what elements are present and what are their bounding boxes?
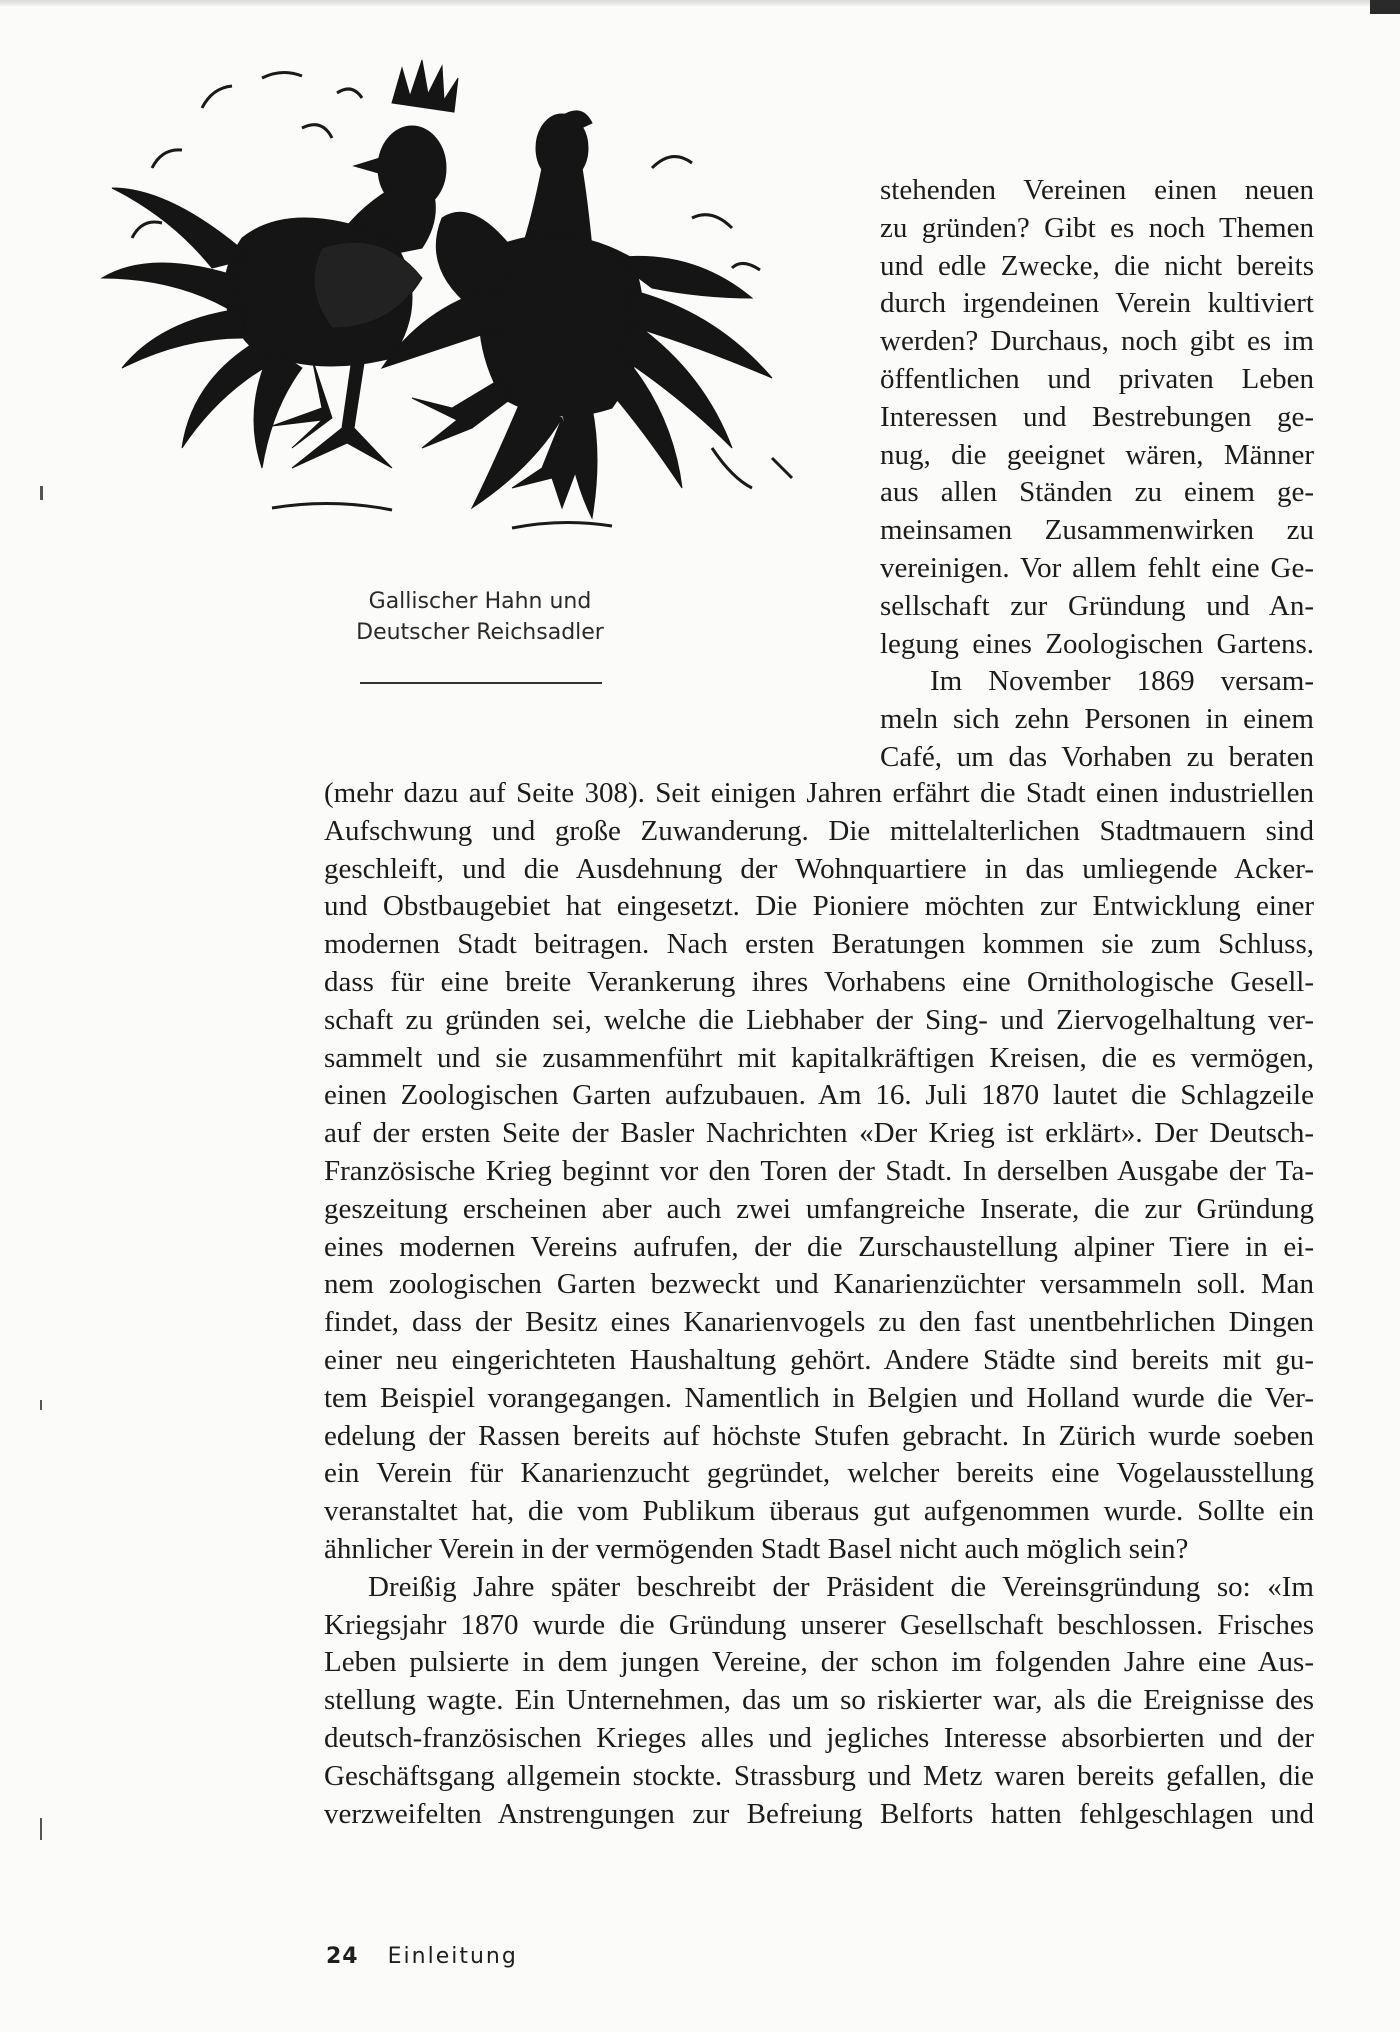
text-line: findet, dass der Besitz eines Kanarienvogels zu den fast unentbehrlichen Dingen (324, 1306, 1314, 1339)
text-line: Interessen und Bestrebungen ge- (880, 400, 1314, 433)
text-line: durch irgendeinen Verein kultiviert (880, 287, 1314, 320)
text-line: sammelt und sie zusammenführt mit kapitalkräftigen Kreisen, die es vermögen, (324, 1041, 1314, 1074)
page-number: 24 (326, 1944, 359, 1969)
scan-margin-mark (40, 1400, 42, 1410)
text-line: geschleift, und die Ausdehnung der Wohnquartiere in das umliegende Acker- (324, 852, 1314, 885)
text-line: (mehr dazu auf Seite 308). Seit einigen Jahren erfährt die Stadt einen industriellen (324, 777, 1314, 809)
scan-margin-mark (40, 486, 43, 500)
page-footer (326, 1944, 518, 1969)
scan-top-edge (0, 0, 1400, 6)
text-line: auf der ersten Seite der Basler Nachrichten «Der Krieg ist erklärt». Der Deutsch- (324, 1117, 1314, 1150)
text-line: nug, die geeignet wären, Männer (880, 438, 1314, 471)
text-line: ähnlicher Verein in der vermögenden Stadt Basel nicht auch möglich sein? (324, 1532, 1189, 1565)
text-line: ein Verein für Kanarienzucht gegründet, welcher bereits eine Vogelausstellung (324, 1457, 1314, 1490)
scan-margin-mark (40, 1818, 42, 1840)
scan-corner-mark (1370, 0, 1400, 14)
text-line: verzweifelten Anstrengungen zur Befreiung Belforts hatten fehlgeschlagen und (324, 1797, 1314, 1830)
text-line: legung eines Zoologischen Gartens. (880, 627, 1314, 660)
text-line: Französische Krieg beginnt vor den Toren der Stadt. In derselben Ausgabe der Ta- (324, 1154, 1314, 1187)
text-line: dass für eine breite Verankerung ihres Vorhabens eine Ornithologische Gesell- (324, 965, 1314, 998)
text-line: einen Zoologischen Garten aufzubauen. Am 16. Juli 1870 lautet die Schlagzeile (324, 1079, 1314, 1112)
text-line: meinsamen Zusammenwirken zu (880, 514, 1314, 547)
caption-line-2: Deutscher Reichsadler (356, 620, 604, 645)
text-line: sellschaft zur Gründung und An- (880, 589, 1314, 622)
text-line: deutsch-französischen Krieges alles und jegliches Interesse absorbierten und der (324, 1721, 1314, 1754)
figure-caption (330, 586, 630, 648)
caption-line-1: Gallischer Hahn und (368, 589, 592, 614)
text-line: Aufschwung und große Zuwanderung. Die mittelalterlichen Stadtmauern sind (324, 814, 1314, 847)
text-line: schaft zu gründen sei, welche die Liebhaber der Sing- und Ziervogelhaltung ver- (324, 1003, 1314, 1036)
text-line: nem zoologischen Garten bezweckt und Kanarienzüchter versammeln soll. Man (324, 1268, 1314, 1301)
text-line: aus allen Ständen zu einem ge- (880, 476, 1314, 509)
text-line: öffentlichen und privaten Leben (880, 362, 1314, 395)
text-line: werden? Durchaus, noch gibt es im (880, 325, 1314, 358)
text-line: Dreißig Jahre später beschreibt der Präsident die Vereinsgründung so: «Im (368, 1570, 1314, 1603)
rooster-and-eagle-fighting-illustration (92, 48, 872, 548)
text-line: edelung der Rassen bereits auf höchste Stufen gebracht. In Zürich wurde soeben (324, 1419, 1314, 1452)
text-line: Café, um das Vorhaben zu beraten (880, 740, 1314, 773)
text-line: und Obstbaugebiet hat eingesetzt. Die Pioniere möchten zur Entwicklung einer (324, 890, 1314, 923)
text-line: Im November 1869 versam- (930, 665, 1314, 698)
text-line: zu gründen? Gibt es noch Themen (880, 211, 1314, 244)
text-line: veranstaltet hat, die vom Publikum überaus gut aufgenommen wurde. Sollte ein (324, 1495, 1314, 1528)
text-line: modernen Stadt beitragen. Nach ersten Beratungen kommen sie zum Schluss, (324, 928, 1314, 961)
text-column-right (880, 172, 1314, 777)
text-line: eines modernen Vereins aufrufen, der die Zurschaustellung alpiner Tiere in ei- (324, 1230, 1314, 1263)
text-line: Leben pulsierte in dem jungen Vereine, der schon im folgenden Jahre eine Aus- (324, 1646, 1314, 1679)
text-column-full (324, 775, 1314, 1833)
text-line: Kriegsjahr 1870 wurde die Gründung unserer Gesellschaft beschlossen. Frisches (324, 1608, 1314, 1641)
text-line: und edle Zwecke, die nicht bereits (880, 249, 1314, 282)
text-line: einer neu eingerichteten Haushaltung gehört. Andere Städte sind bereits mit gu- (324, 1343, 1314, 1376)
text-line: Geschäftsgang allgemein stockte. Strassburg und Metz waren bereits gefallen, die (324, 1759, 1314, 1792)
text-line: stehenden Vereinen einen neuen (880, 174, 1314, 206)
text-line: vereinigen. Vor allem fehlt eine Ge- (880, 551, 1314, 584)
caption-rule (360, 682, 602, 684)
section-title: Einleitung (387, 1944, 518, 1969)
text-line: tem Beispiel vorangegangen. Namentlich in Belgien und Holland wurde die Ver- (324, 1381, 1314, 1414)
text-line: geszeitung erscheinen aber auch zwei umfangreiche Inserate, die zur Gründung (324, 1192, 1314, 1225)
text-line: stellung wagte. Ein Unternehmen, das um so riskierter war, als die Ereignisse des (324, 1684, 1314, 1717)
text-line: meln sich zehn Personen in einem (880, 703, 1314, 736)
